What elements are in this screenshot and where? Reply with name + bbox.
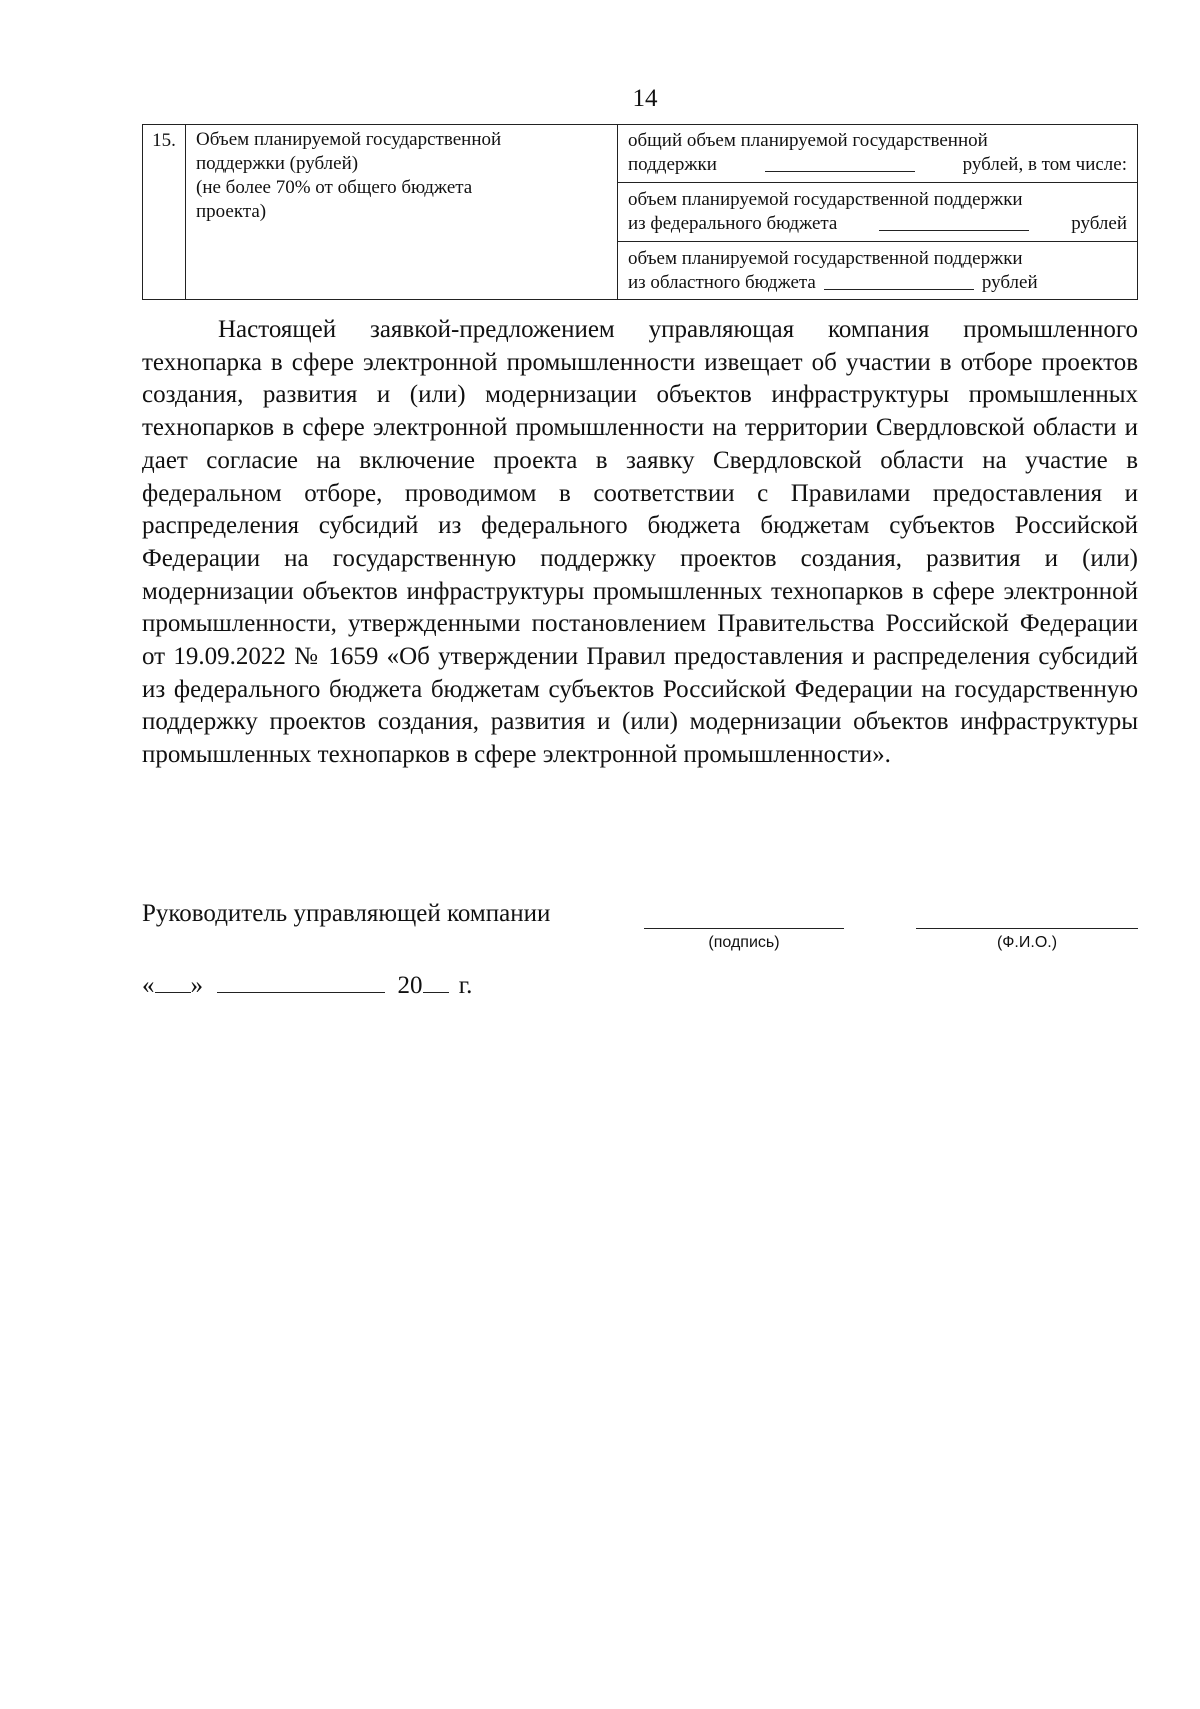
year-blank[interactable]	[423, 970, 449, 993]
date-open-quote: «	[142, 972, 155, 999]
row-number: 15.	[143, 125, 186, 300]
federal-support-line	[628, 212, 1127, 236]
total-support-label: общий объем планируемой государственной	[628, 130, 988, 151]
full-name-line[interactable]	[916, 928, 1138, 929]
federal-support-field	[618, 182, 1137, 236]
body-paragraph: Настоящей заявкой-предложением управляющая компания промышленного технопарка в сфере электронной промышленности извещает об участии в отборе проектов создания, развития и (или) модернизации объектов инфраструктуры промышленных технопарков в сфере электронной промышленности на территории Свердловской области и дает согласие на включение проекта в заявку Свердловской области на участие в федеральном отборе, проводимом в соответствии с Правилами предоставления и распределения субсидий из федерального бюджета бюджетам субъектов Российской Федерации на государственную поддержку проектов создания, развития и (или) модернизации объектов инфраструктуры промышленных технопарков в сфере электронной промышленности, утвержденными постановлением Правительства Российской Федерации от 19.09.2022 № 1659 «Об утверждении Правил предоставления и распределения субсидий из федерального бюджета бюджетам субъектов Российской Федерации на государственную поддержку проектов создания, развития и (или) модернизации объектов инфраструктуры промышленных технопарков в сфере электронной промышленности».	[142, 316, 1138, 769]
row-label-line: проекта)	[196, 201, 267, 222]
total-support-suffix: рублей, в том числе:	[962, 154, 1127, 175]
regional-support-line	[628, 271, 1127, 295]
row-label	[186, 125, 618, 300]
regional-support-label: объем планируемой государственной поддержки	[628, 248, 1023, 269]
table-row	[143, 125, 1138, 300]
federal-support-suffix: рублей	[1071, 213, 1127, 234]
year-prefix: 20	[397, 972, 423, 999]
day-blank[interactable]	[155, 970, 191, 993]
row-label-line: Объем планируемой государственной	[196, 129, 502, 150]
signature-block	[142, 900, 1138, 960]
regional-support-suffix: рублей	[981, 272, 1038, 293]
month-blank[interactable]	[217, 970, 385, 993]
signature-label: Руководитель управляющей компании	[142, 900, 551, 927]
total-support-prefix: поддержки	[628, 154, 717, 175]
date-field	[142, 970, 472, 1000]
signature-line[interactable]	[644, 928, 844, 929]
total-support-field	[628, 129, 1127, 177]
regional-support-blank[interactable]	[824, 271, 974, 290]
regional-support-prefix: из областного бюджета	[628, 272, 816, 293]
federal-support-prefix: из федерального бюджета	[628, 213, 838, 234]
date-close-quote: »	[190, 972, 203, 999]
page-number: 14	[632, 85, 658, 112]
year-suffix: г.	[458, 972, 473, 999]
federal-support-label: объем планируемой государственной поддержки	[628, 189, 1023, 210]
total-support-blank[interactable]	[765, 153, 915, 172]
application-table	[142, 124, 1138, 300]
total-support-line	[628, 153, 1127, 177]
row-value	[618, 125, 1138, 300]
row-label-line: (не более 70% от общего бюджета	[196, 177, 473, 198]
signature-caption: (подпись)	[708, 934, 780, 951]
regional-support-field	[618, 241, 1137, 295]
full-name-caption: (Ф.И.О.)	[996, 934, 1058, 951]
row-label-line: поддержки (рублей)	[196, 153, 359, 174]
federal-support-blank[interactable]	[879, 212, 1029, 231]
